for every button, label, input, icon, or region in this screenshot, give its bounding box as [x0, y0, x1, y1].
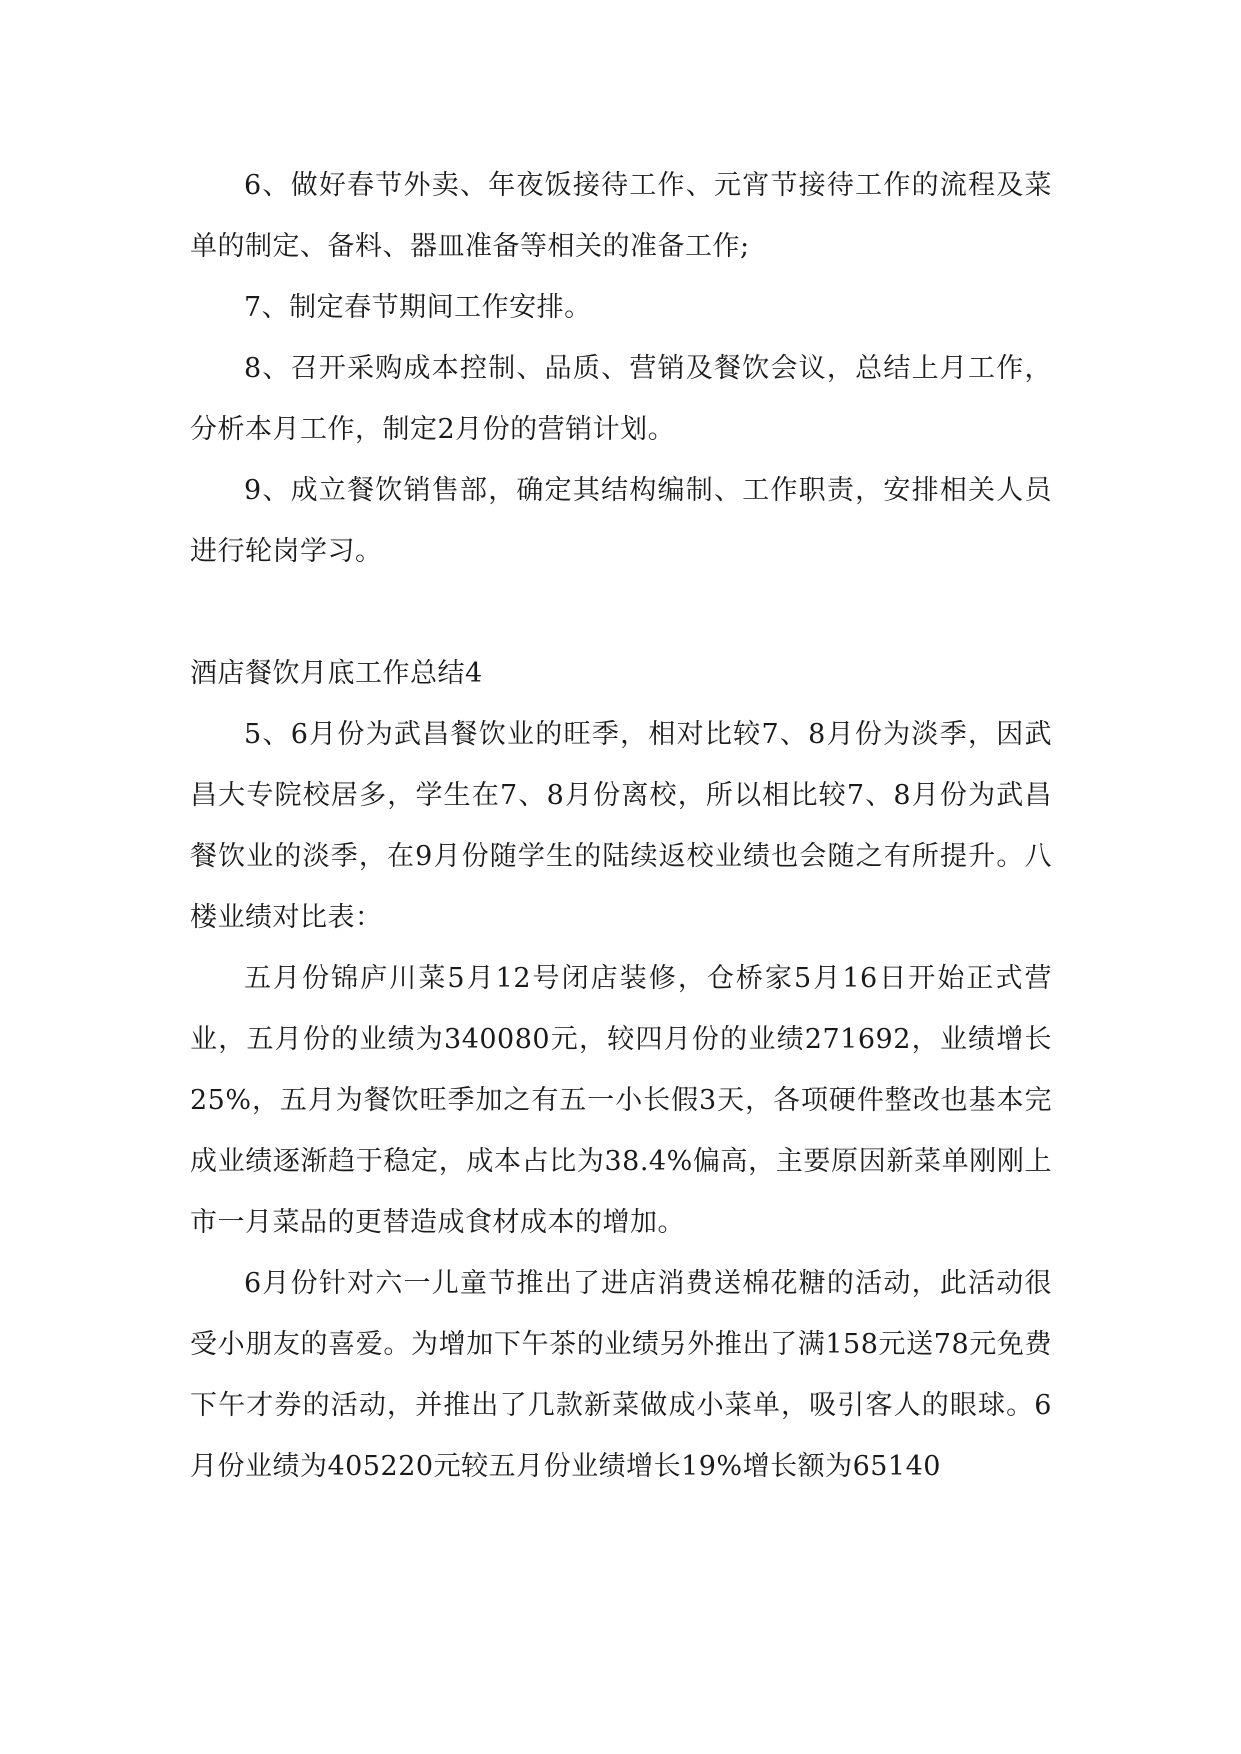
paragraph-june-performance: 6月份针对六一儿童节推出了进店消费送棉花糖的活动，此活动很受小朋友的喜爱。为增加下午茶的业绩另外推出了满158元送78元免费下午才券的活动，并推出了几款新菜做成小菜单，吸引客人的眼球。6月份业绩为405220元较五月份业绩增长19%增长额为65140 — [190, 1268, 1052, 1482]
document-page — [190, 155, 1052, 1497]
section-spacer — [190, 582, 1052, 643]
section-heading: 酒店餐饮月底工作总结4 — [190, 658, 483, 689]
paragraph-item-7: 7、制定春节期间工作安排。 — [244, 292, 592, 323]
paragraph-item-8: 8、召开采购成本控制、品质、营销及餐饮会议，总结上月工作，分析本月工作，制定2月份的营销计划。 — [190, 353, 1052, 445]
paragraph-season-analysis: 5、6月份为武昌餐饮业的旺季，相对比较7、8月份为淡季，因武昌大专院校居多，学生在7、8月份离校，所以相比较7、8月份为武昌餐饮业的淡季，在9月份随学生的陆续返校业绩也会随之有所提升。八楼业绩对比表： — [190, 719, 1052, 933]
paragraph-item-6: 6、做好春节外卖、年夜饭接待工作、元宵节接待工作的流程及菜单的制定、备料、器皿准备等相关的准备工作; — [190, 170, 1052, 262]
paragraph-may-performance: 五月份锦庐川菜5月12号闭店装修，仓桥家5月16日开始正式营业，五月份的业绩为340080元，较四月份的业绩271692，业绩增长25%，五月为餐饮旺季加之有五一小长假3天，各项硬件整改也基本完成业绩逐渐趋于稳定，成本占比为38.4%偏高，主要原因新菜单刚刚上市一月菜品的更替造成食材成本的增加。 — [190, 963, 1052, 1238]
paragraph-item-9: 9、成立餐饮销售部，确定其结构编制、工作职责，安排相关人员进行轮岗学习。 — [190, 475, 1052, 567]
